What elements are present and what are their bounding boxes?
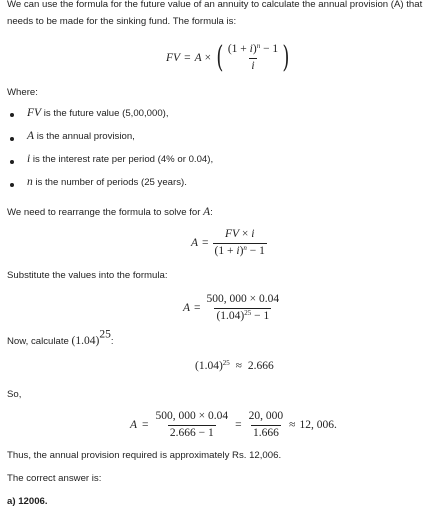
fv-formula-lhs: FV — [166, 52, 181, 64]
rearranged-den-i: i — [236, 244, 240, 257]
final-formula-fraction-1 — [154, 411, 231, 439]
rearranged-formula-denominator — [213, 243, 267, 258]
rearranged-num-fv: FV — [224, 228, 240, 240]
answer-text: a) 12006. — [7, 496, 48, 507]
rearrange-symbol: A — [203, 206, 211, 218]
rearranged-num-i: i — [251, 228, 255, 240]
rearranged-den-part-a: (1 + — [214, 244, 237, 257]
fv-formula — [166, 35, 292, 81]
final-formula-equals-1: = — [142, 419, 149, 431]
fv-formula-close-paren: ) — [282, 40, 290, 75]
power-result — [195, 360, 274, 372]
bullet-dot — [10, 137, 14, 141]
calculate-text: Now, calculate — [7, 336, 72, 347]
definition-fv — [27, 106, 169, 121]
rearranged-num-times: × — [239, 228, 252, 240]
intro-line-2: needs to be made for the sinking fund. The formula is: — [7, 16, 237, 27]
definition-i-symbol: i — [27, 153, 31, 165]
final-formula-fraction-2 — [247, 411, 286, 439]
rearrange-line — [7, 205, 213, 220]
definition-n-symbol: n — [27, 176, 33, 188]
fv-formula-denominator: i — [251, 59, 255, 72]
final-formula-approx: ≈ — [289, 419, 296, 431]
definition-a — [27, 129, 135, 144]
rearrange-text: We need to rearrange the formula to solve for — [7, 207, 204, 218]
final-formula-numerator-1: 500, 000 × 0.04 — [155, 410, 229, 422]
power-result-base: (1.04) — [195, 360, 223, 372]
rearranged-formula-lhs: A — [191, 237, 199, 249]
definition-a-text: is the annual provision, — [34, 131, 135, 142]
intro-line-1: We can use the formula for the future value of an annuity to calculate the annual provision (A) that — [7, 0, 423, 10]
substituted-den-minus: − 1 — [251, 309, 270, 322]
so-label: So, — [7, 389, 22, 400]
substituted-formula-denominator — [214, 308, 271, 323]
calculate-colon: : — [110, 336, 114, 347]
fv-formula-open-paren: ( — [216, 40, 224, 75]
substituted-formula — [183, 290, 281, 326]
definition-i-text: is the interest rate per period (4% or 0.04), — [30, 154, 214, 165]
rearranged-den-part-c: − 1 — [246, 244, 265, 257]
calculate-line — [7, 328, 114, 349]
rearranged-formula-numerator — [223, 229, 257, 243]
substitute-label: Substitute the values into the formula: — [7, 270, 168, 281]
substituted-formula-numerator: 500, 000 × 0.04 — [206, 293, 280, 305]
power-result-approx: ≈ — [235, 360, 242, 372]
final-formula-equals-2: = — [235, 419, 242, 431]
rearranged-den-part-b: ) — [239, 244, 244, 257]
fv-num-part-b: ) — [252, 43, 257, 55]
fv-formula-numerator — [226, 44, 280, 58]
calculate-base: (1.04) — [71, 335, 100, 347]
conclusion-text: Thus, the annual provision required is approximately Rs. 12,006. — [7, 450, 282, 461]
rearranged-den-exponent: n — [243, 243, 247, 252]
definition-fv-symbol: FV — [27, 107, 42, 119]
fv-num-exponent: n — [256, 42, 261, 51]
bullet-dot — [10, 113, 14, 117]
substituted-formula-equals: = — [194, 302, 201, 314]
rearranged-formula-fraction — [213, 229, 267, 257]
fv-formula-times: × — [204, 52, 212, 64]
final-formula — [130, 407, 337, 443]
rearrange-colon: : — [210, 207, 213, 218]
final-formula-numerator-2: 20, 000 — [248, 410, 284, 422]
definition-n — [27, 175, 187, 190]
definition-a-symbol: A — [27, 130, 35, 142]
fv-formula-a: A — [194, 52, 202, 64]
fv-formula-equals: = — [184, 52, 191, 64]
definition-i — [27, 152, 213, 167]
power-result-exponent: 25 — [222, 359, 230, 368]
correct-answer-label: The correct answer is: — [7, 473, 102, 484]
final-formula-value: 12, 006. — [299, 419, 337, 431]
power-result-value: 2.666 — [247, 360, 274, 372]
bullet-dot — [10, 160, 14, 164]
rearranged-formula-equals: = — [202, 237, 209, 249]
substituted-formula-lhs: A — [183, 302, 191, 314]
fv-num-part-c: − 1 — [260, 43, 279, 55]
bullet-dot — [10, 183, 14, 187]
substituted-formula-fraction — [205, 294, 282, 322]
final-formula-denominator-2: 1.666 — [252, 426, 279, 439]
where-label: Where: — [7, 87, 38, 98]
rearranged-formula — [191, 226, 267, 260]
fv-num-i: i — [249, 43, 253, 55]
final-formula-denominator-1: 2.666 − 1 — [169, 426, 214, 439]
definition-fv-text: is the future value (5,00,000), — [41, 108, 169, 119]
substituted-den-exponent: 25 — [244, 308, 252, 317]
definition-n-text: is the number of periods (25 years). — [32, 177, 187, 188]
final-formula-lhs: A — [130, 419, 138, 431]
calculate-exponent: 25 — [99, 328, 111, 341]
fv-num-part-a: (1 + — [227, 43, 250, 55]
substituted-den-base: (1.04) — [216, 309, 245, 322]
fv-formula-fraction — [226, 44, 280, 72]
